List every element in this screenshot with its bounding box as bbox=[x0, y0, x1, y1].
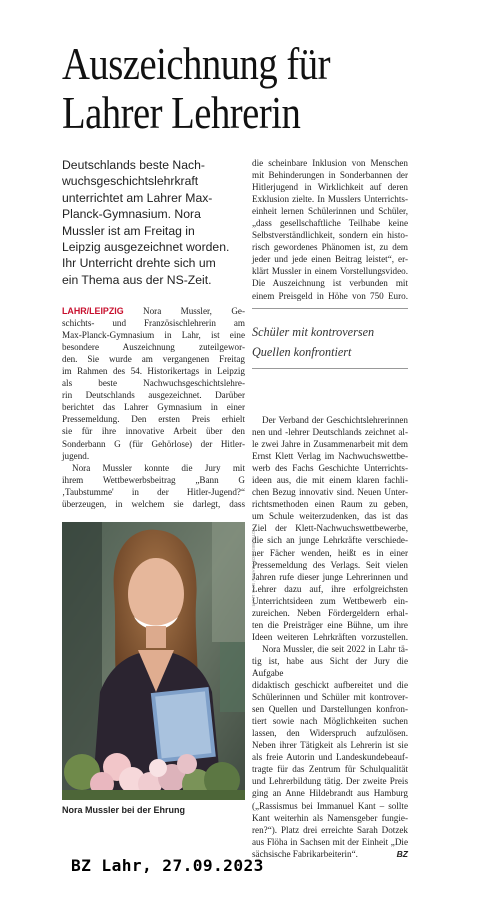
body-column-2-continued bbox=[252, 414, 408, 860]
body-line: besondere Auszeichnung zuteilgewor- bbox=[62, 342, 245, 353]
photo-caption: Nora Mussler bei der Ehrung bbox=[62, 805, 186, 815]
body-line: Exklusion zielte. In Musslers Unterrichts- bbox=[252, 194, 408, 205]
body-line: Unterrichtsideen zum Wettbewerb ein- bbox=[252, 595, 408, 606]
body-line: die sich an junge Lehrkräfte verschiede- bbox=[252, 535, 408, 546]
body-line: und Lehrerbildung tätig. Der zweite Preis bbox=[252, 776, 408, 787]
body-line: Nora Mussler, die seit 2022 in Lahr tä- bbox=[262, 643, 408, 654]
body-line bbox=[62, 305, 245, 317]
body-line: Der Verband der Geschichtslehrerinnen bbox=[262, 415, 408, 425]
body-line: ner Fächer wenden, heißt es in einer bbox=[252, 547, 408, 558]
divider bbox=[252, 368, 408, 369]
photo-credit: FOTO: BEN HOFFMANN / MPG LAHR bbox=[251, 528, 256, 607]
body-line bbox=[252, 848, 408, 860]
body-line: „dass gesellschaftliche Teilhabe keine bbox=[252, 218, 408, 229]
body-line: überzeugen, in welchem sie darlegt, dass bbox=[62, 498, 245, 509]
body-line: mit Behinderungen in Sonderbannen der bbox=[252, 170, 408, 181]
body-line: ‚Taubstumme' in der Hitler-Jugend?“ bbox=[62, 486, 245, 497]
body-line: Kant weiterhin als Namensgeber fungie- bbox=[252, 812, 408, 823]
body-line: ren?“). Platz drei erreichte Sarah Dotzek bbox=[252, 824, 408, 835]
body-line: Neben ihrer Tätigkeit als Lehrerin ist sie bbox=[252, 740, 408, 751]
body-line: berichtet das Lahrer Gymnasium in einer bbox=[62, 402, 245, 413]
lead-line: Ihr Unterricht drehte sich um bbox=[62, 256, 216, 271]
body-line: einem Preisgeld in Höhe von 750 Euro. bbox=[252, 290, 408, 301]
body-line: Schülerinnen und Schüler mit kontrover- bbox=[252, 692, 408, 703]
headline-line-1: Auszeichnung für bbox=[62, 39, 330, 89]
body-line: einheit lernen Schülerinnen und Schüler, bbox=[252, 206, 408, 217]
lead-line: Mussler ist am Freitag in bbox=[62, 223, 195, 238]
article bbox=[62, 39, 430, 859]
lead-line: unterrichtet am Lahrer Max- bbox=[62, 190, 213, 205]
body-line: lassen, den Widerspruch aufzulösen. bbox=[252, 728, 408, 739]
lead-line: Deutschlands beste Nach- bbox=[62, 158, 205, 172]
body-line: le zwei Jahre in Zusammenarbeit mit dem bbox=[252, 439, 408, 450]
body-line: Ideen weiteren Lehrkräften vorzustellen. bbox=[252, 631, 408, 642]
body-line: Ernst Klett Verlag im Nachwuchswettbe- bbox=[252, 451, 408, 462]
body-line: didaktisch geschickt aufbereitet und die bbox=[252, 680, 408, 691]
subheading-line: Quellen konfrontiert bbox=[252, 345, 352, 359]
body-line: chen Bezug innovativ sind. Neuen Unter- bbox=[252, 487, 408, 498]
lead-line: Leipzig ausgezeichnet worden. bbox=[62, 240, 230, 255]
body-line: Max-Planck-Gymnasium in Lahr, ist eine bbox=[62, 330, 245, 341]
body-line: Die Auszeichnung ist verbunden mit bbox=[252, 278, 408, 289]
body-line: als beste Nachwuchsgeschichtslehre- bbox=[62, 378, 245, 389]
body-line-end: sächsische Fabrikarbeiterin“. bbox=[252, 848, 358, 859]
body-column-1 bbox=[62, 305, 245, 510]
headline-line-2: Lahrer Lehrerin bbox=[62, 88, 301, 138]
body-line: aus Flöha in Sachsen mit der Einheit „Die bbox=[252, 836, 408, 847]
body-line: zureichen. Neben Fördergeldern erhal- bbox=[252, 607, 408, 618]
body-line: Sonderbann G (für Gehörlose) der Hitler- bbox=[62, 438, 245, 449]
divider bbox=[252, 308, 408, 309]
body-line: jeder und jede einen Beitrag leistet“, er- bbox=[252, 254, 408, 265]
body-line: sie für ihre innovative Arbeit über den bbox=[62, 426, 245, 437]
headline bbox=[62, 40, 378, 138]
body-line: ging an Anne Hildebrandt aus Hamburg bbox=[252, 788, 408, 799]
body-line: richtsmethoden einen Raum zu geben, bbox=[252, 499, 408, 510]
portrait-photo-illustration bbox=[62, 522, 245, 800]
body-line: Jahren rufe dieser junge Lehrerinnen und bbox=[252, 571, 408, 582]
body-line: rin Deutschlands ausgezeichnet. Darüber bbox=[62, 390, 245, 401]
portrait-photo bbox=[62, 522, 245, 800]
body-line-start: Nora Mussler, Ge- bbox=[143, 306, 245, 316]
body-line: Pressemeldung. Den ersten Preis erhielt bbox=[62, 414, 245, 425]
body-line: als freie Autorin und Landeskundebeauf- bbox=[252, 752, 408, 763]
lead-paragraph bbox=[62, 157, 244, 288]
body-line: um Schule weiterzudenken, das ist das bbox=[252, 511, 408, 522]
body-line: ideen aus, die mit einem klaren fachli- bbox=[252, 475, 408, 486]
subheading bbox=[252, 322, 408, 362]
body-line: Lehrer dazu auf, ihre erfolgreichsten bbox=[252, 583, 408, 594]
body-line: Ziel der Klett-Nachwuchswettbewerbe, bbox=[252, 523, 408, 534]
body-line: im Rahmen des 54. Historikertags in Leipzig bbox=[62, 366, 245, 377]
body-line: ihrem Wettbewerbsbeitrag „Bann G bbox=[62, 474, 245, 485]
body-line: risch gewordenes Phänomen ist, zu dem bbox=[252, 242, 408, 253]
body-line: werb des Fachs Geschichte Unterrichts- bbox=[252, 463, 408, 474]
body-line: ten die Preisträger eine Bühne, um ihre bbox=[252, 619, 408, 630]
body-line: sen Quellen und Darstellungen konfron- bbox=[252, 704, 408, 715]
dateline: LAHR/LEIPZIG bbox=[62, 306, 124, 316]
source-line: BZ Lahr, 27.09.2023 bbox=[71, 856, 264, 875]
body-line: schichts- und Französischlehrerin am bbox=[62, 318, 245, 329]
author-signature: BZ bbox=[396, 848, 408, 859]
lead-line: Planck-Gymnasium. Nora bbox=[62, 207, 201, 222]
body-line: klärt Mussler in einem Vorstellungsvideo. bbox=[252, 266, 408, 277]
body-line: nen und -lehrer Deutschlands zeichnet al- bbox=[252, 427, 408, 438]
body-line: den. Sie wurde am vergangenen Freitag bbox=[62, 354, 245, 365]
body-line: Pressemeldung des Verlags. Seit vielen bbox=[252, 559, 408, 570]
body-line: Selbstverständlichkeit, sondern ein histo- bbox=[252, 230, 408, 241]
body-line: („Rassismus bei Immanuel Kant – sollte bbox=[252, 800, 408, 811]
lead-line: ein Thema aus der NS-Zeit. bbox=[62, 272, 212, 287]
body-line: tragte für das Zentrum für Schulqualität bbox=[252, 764, 408, 775]
body-line: Nora Mussler konnte die Jury mit bbox=[72, 462, 245, 473]
lead-line: wuchsgeschichtslehrkraft bbox=[62, 174, 199, 189]
body-line: jugend. bbox=[62, 450, 90, 461]
body-line: tig ist, habe aus Sicht der Jury die Aufgabe bbox=[252, 655, 408, 678]
body-column-2 bbox=[252, 157, 408, 302]
body-line: die scheinbare Inklusion von Menschen bbox=[252, 158, 408, 168]
subheading-line: Schüler mit kontroversen bbox=[252, 325, 375, 339]
body-line: tiert sowie nach Möglichkeiten suchen bbox=[252, 716, 408, 727]
body-line: Hitlerjugend in Wirklichkeit auf deren bbox=[252, 182, 408, 193]
